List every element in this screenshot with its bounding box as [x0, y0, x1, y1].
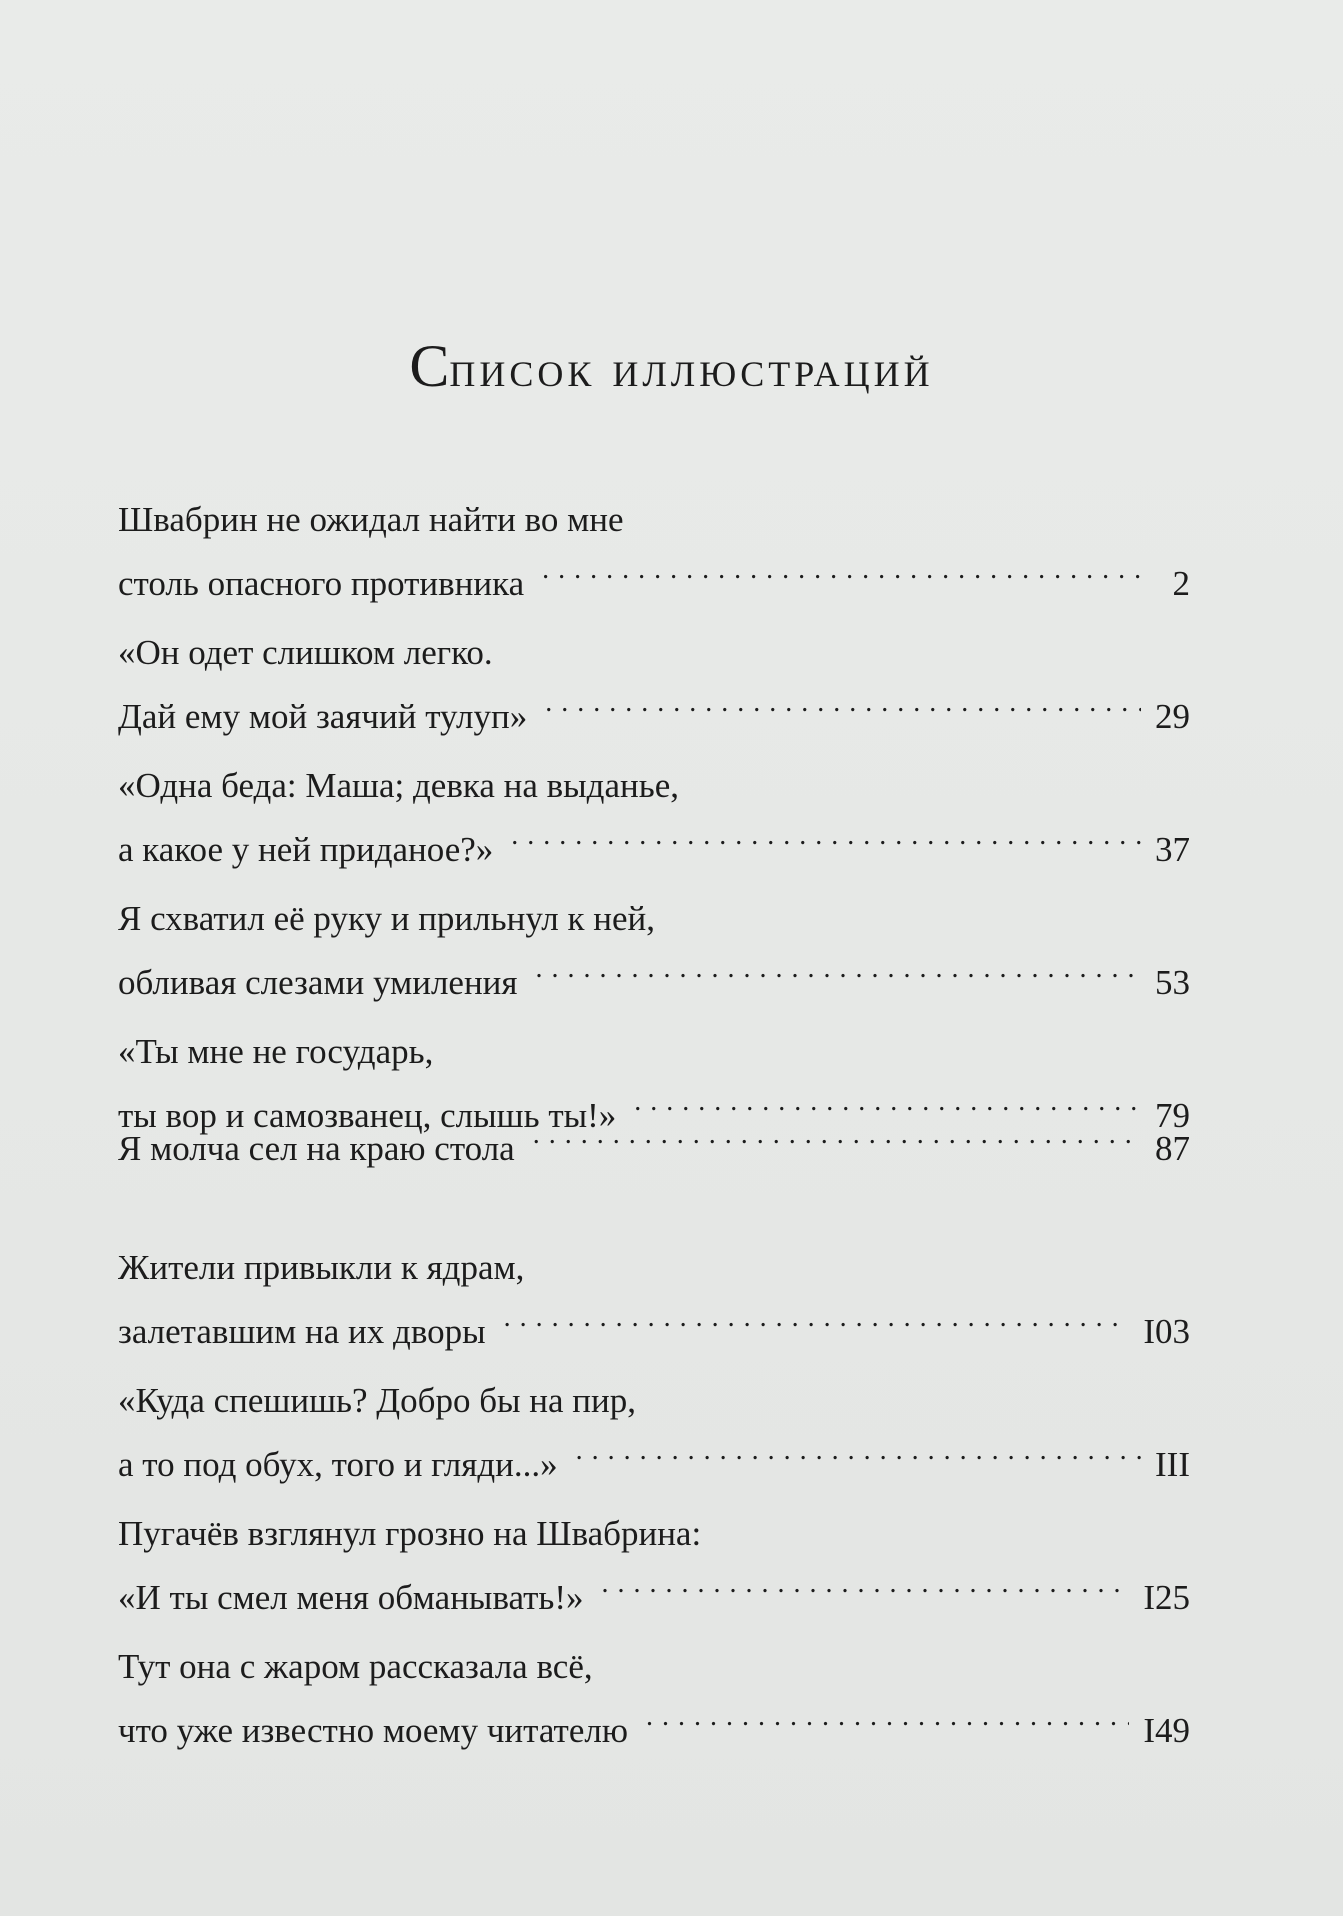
entry-caption-line2: залетавшим на их дворы: [118, 1312, 486, 1351]
entry-caption-line2: ты вор и самозванец, слышь ты!»: [118, 1096, 617, 1135]
list-item: [118, 495, 1190, 603]
dot-leader: [533, 1110, 1141, 1160]
entry-page-number: 79: [1155, 1096, 1190, 1135]
entry-page-number: 29: [1155, 697, 1190, 736]
dot-leader: [536, 944, 1141, 994]
list-item: [118, 1376, 1190, 1484]
entry-caption-line2: а какое у ней приданое?»: [118, 830, 494, 869]
title-initial: С: [409, 333, 450, 399]
list-item: [118, 628, 1190, 736]
entry-page-number: III: [1155, 1445, 1190, 1484]
entry-caption-line2: обливая слезами умиления: [118, 963, 518, 1002]
entry-caption-line1: «Одна беда: Маша; девка на выданье,: [118, 766, 679, 805]
page-title: [0, 333, 1343, 399]
entry-caption-line1: Тут она с жаром рассказала всё,: [118, 1647, 593, 1686]
list-item: [118, 894, 1190, 1002]
entry-page-number: 53: [1155, 963, 1190, 1002]
dot-leader: [576, 1426, 1141, 1476]
entry-page-number: I25: [1143, 1578, 1190, 1617]
entry-caption-line1: «Он одет слишком легко.: [118, 633, 493, 672]
entry-caption-line2: столь опасного противника: [118, 564, 525, 603]
list-item: [118, 1642, 1190, 1750]
list-item: [118, 1509, 1190, 1617]
dot-leader: [504, 1293, 1130, 1343]
entry-caption-line2: Я молча сел на краю стола: [118, 1129, 515, 1168]
entry-caption-line1: «Куда спешишь? Добро бы на пир,: [118, 1381, 637, 1420]
entry-caption-line1: Пугачёв взглянул грозно на Швабрина:: [118, 1514, 702, 1553]
entry-page-number: I49: [1143, 1711, 1190, 1750]
entry-page-number: 87: [1155, 1129, 1190, 1168]
title-rest: писок иллюстраций: [449, 341, 934, 398]
entry-caption-line2: «И ты смел меня обманывать!»: [118, 1578, 584, 1617]
entry-caption-line1: Я схватил её руку и прильнул к ней,: [118, 899, 655, 938]
entry-caption-line1: Швабрин не ожидал найти во мне: [118, 500, 624, 539]
list-item: [118, 761, 1190, 869]
entry-caption-line1: Жители привыкли к ядрам,: [118, 1248, 525, 1287]
dot-leader: [602, 1559, 1130, 1609]
entry-caption-line2: а то под обух, того и гляди...»: [118, 1445, 558, 1484]
dot-leader: [542, 545, 1146, 595]
entry-page-number: 2: [1172, 564, 1190, 603]
entry-page-number: 37: [1155, 830, 1190, 869]
dot-leader: [646, 1692, 1129, 1742]
entry-caption-line2: Дай ему мой заячий тулуп»: [118, 697, 528, 736]
dot-leader: [511, 811, 1141, 861]
entry-page-number: I03: [1143, 1312, 1190, 1351]
entry-caption-line2: что уже известно моему читателю: [118, 1711, 628, 1750]
list-item: [118, 1110, 1190, 1168]
dot-leader: [545, 678, 1141, 728]
entry-caption-line1: «Ты мне не государь,: [118, 1032, 434, 1071]
list-item: [118, 1243, 1190, 1351]
